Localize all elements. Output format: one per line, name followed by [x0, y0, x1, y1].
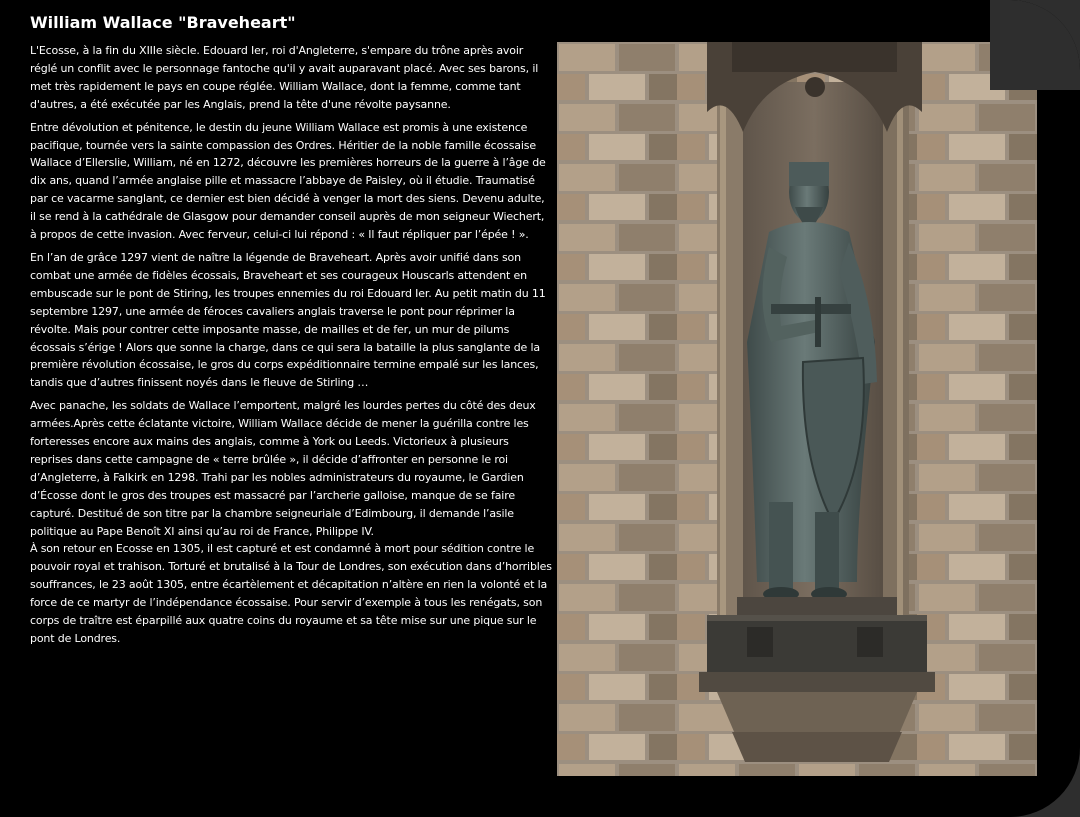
corner-decoration — [990, 0, 1080, 90]
paragraph-execution: À son retour en Ecosse en 1305, il est capturé et est condamné à mort pour sédition contre le pouvoir royal et trahison. Torturé et brutalisé à la Tour de Londres, son exécution dans d’horribles souffrances, le 23 août 1305, entre écartèlement et décapitation n’altère en rien la volonté et la force de ce martyr de l’indépendance écossaise. Pour servir d’exemple à tous les renégats, son corps de traître est éparpillé aux quatre coins du royaume et sa tête mise sur une pique sur le pont de Londres. — [30, 542, 552, 645]
paragraph-intro: L'Ecosse, à la fin du XIIIe siècle. Edouard Ier, roi d'Angleterre, s'empare du trône après avoir réglé un conflit avec le personnage fantoche qu'il y avait auparavant placé. Avec ses barons, il met très rapidement le pays en coupe réglée. William Wallace, dont la femme, comme tant d'autres, a été exécutée par les Anglais, prend la tête d'une révolte paysanne. — [30, 44, 539, 111]
statue-photo — [557, 42, 1037, 776]
article-text — [30, 42, 552, 653]
paragraph-youth: Entre dévolution et pénitence, le destin du jeune William Wallace est promis à une existence pacifique, tournée vers la sainte compassion des Ordres. Héritier de la noble famille écossaise Wallace d’Ellerslie, William, né en 1272, découvre les premières horreurs de la guerre à l’âge de dix ans, quand l’armée anglaise pille et massacre l’abbaye de Paisley, où il étudie. Traumatisé par ce vacarme sanglant, ce dernier est bien décidé à venger la mort des siens. Devenu adulte, il se rend à la cathédrale de Glasgow pour demander conseil auprès de mon seigneur Wiechert, à propos de cette invasion. Avec ferveur, celui-ci lui répond : « Il faut répliquer par l’épée ! ». — [30, 120, 546, 242]
paragraph-stirling: En l’an de grâce 1297 vient de naître la légende de Braveheart. Après avoir unifié dans son combat une armée de fidèles écossais, Braveheart et ses courageux Houscarls attendent en embuscade sur le pont de Stiring, les troupes ennemies du roi Edouard Ier. Au petit matin du 11 septembre 1297, une armée de féroces cavaliers anglais traverse le pont pour réprimer la révolte. Mais pour contrer cette imposante masse, de mailles et de fer, un mur de pilums écossais s’érige ! Alors que sonne la charge, dans ce qui sera la bataille la plus sanglante de la première révolution écossaise, le gros du corps expéditionnaire termine empalé sur les lances, tandis que d’autres finissent noyés dans le fleuve de Stirling … — [30, 250, 546, 390]
page-title: William Wallace "Braveheart" — [30, 13, 296, 32]
paragraph-falkirk: Avec panache, les soldats de Wallace l’emportent, malgré les lourdes pertes du côté des deux armées.Après cette éclatante victoire, William Wallace décide de mener la guérilla contre les forteresses encore aux mains des anglais, comme à York ou Leeds. Victorieux à plusieurs reprises dans cette campagne de « terre brûlée », il décide d’affronter en personne le roi d’Angleterre, à Falkirk en 1298. Trahi par les nobles administrateurs du royaume, le Gardien d’Écosse dont le gros des troupes est massacré par l’archerie galloise, manque de se faire capturé. Destitué de son titre par la chambre seigneuriale d’Edimbourg, il demande l’asile politique au Pape Benoît XI ainsi qu’au roi de France, Philippe IV. — [30, 399, 536, 538]
